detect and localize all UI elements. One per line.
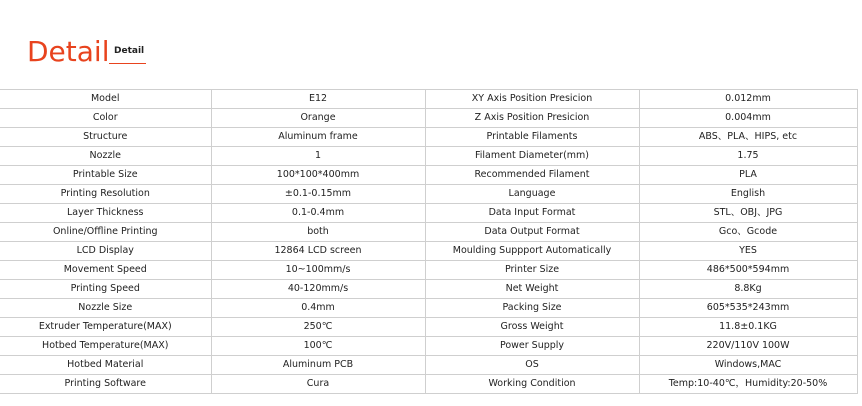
spec-value-cell: Temp:10-40℃，Humidity:20-50% bbox=[639, 375, 857, 394]
spec-value-cell: Aluminum frame bbox=[211, 128, 425, 147]
spec-label-cell: Printable Size bbox=[0, 166, 211, 185]
spec-label-cell: Movement Speed bbox=[0, 261, 211, 280]
spec-value-cell: both bbox=[211, 223, 425, 242]
spec-label-cell: Printing Software bbox=[0, 375, 211, 394]
spec-value-cell: 0.4mm bbox=[211, 299, 425, 318]
spec-label-cell: Nozzle Size bbox=[0, 299, 211, 318]
spec-value-cell: Windows,MAC bbox=[639, 356, 857, 375]
spec-value-cell: ABS、PLA、HIPS, etc bbox=[639, 128, 857, 147]
spec-label-cell: Nozzle bbox=[0, 147, 211, 166]
spec-label-cell: Data Output Format bbox=[425, 223, 639, 242]
table-row bbox=[0, 204, 857, 223]
spec-value-cell: 40-120mm/s bbox=[211, 280, 425, 299]
spec-value-cell: STL、OBJ、JPG bbox=[639, 204, 857, 223]
spec-label-cell: Extruder Temperature(MAX) bbox=[0, 318, 211, 337]
spec-value-cell: 100℃ bbox=[211, 337, 425, 356]
spec-label-cell: Model bbox=[0, 90, 211, 109]
table-row bbox=[0, 356, 857, 375]
spec-label-cell: Language bbox=[425, 185, 639, 204]
table-row bbox=[0, 128, 857, 147]
spec-label-cell: Gross Weight bbox=[425, 318, 639, 337]
table-row bbox=[0, 375, 857, 394]
table-row bbox=[0, 223, 857, 242]
table-row bbox=[0, 166, 857, 185]
table-row bbox=[0, 185, 857, 204]
spec-label-cell: XY Axis Position Presicion bbox=[425, 90, 639, 109]
spec-label-cell: Z Axis Position Presicion bbox=[425, 109, 639, 128]
title-underline bbox=[109, 63, 146, 64]
spec-value-cell: PLA bbox=[639, 166, 857, 185]
page-subtitle: Detail bbox=[114, 46, 145, 56]
table-row bbox=[0, 337, 857, 356]
spec-label-cell: Printable Filaments bbox=[425, 128, 639, 147]
spec-value-cell: 0.012mm bbox=[639, 90, 857, 109]
spec-label-cell: Color bbox=[0, 109, 211, 128]
spec-value-cell: ±0.1-0.15mm bbox=[211, 185, 425, 204]
spec-value-cell: 100*100*400mm bbox=[211, 166, 425, 185]
spec-value-cell: 12864 LCD screen bbox=[211, 242, 425, 261]
spec-label-cell: Data Input Format bbox=[425, 204, 639, 223]
spec-label-cell: Hotbed Temperature(MAX) bbox=[0, 337, 211, 356]
spec-label-cell: Power Supply bbox=[425, 337, 639, 356]
spec-value-cell: E12 bbox=[211, 90, 425, 109]
spec-value-cell: 486*500*594mm bbox=[639, 261, 857, 280]
spec-value-cell: 11.8±0.1KG bbox=[639, 318, 857, 337]
specs-table-body bbox=[0, 90, 857, 394]
spec-label-cell: OS bbox=[425, 356, 639, 375]
spec-label-cell: LCD Display bbox=[0, 242, 211, 261]
spec-label-cell: Hotbed Material bbox=[0, 356, 211, 375]
specs-table bbox=[0, 89, 858, 394]
table-row bbox=[0, 261, 857, 280]
spec-label-cell: Moulding Suppport Automatically bbox=[425, 242, 639, 261]
table-row bbox=[0, 242, 857, 261]
spec-value-cell: English bbox=[639, 185, 857, 204]
spec-label-cell: Recommended Filament bbox=[425, 166, 639, 185]
spec-label-cell: Packing Size bbox=[425, 299, 639, 318]
table-row bbox=[0, 318, 857, 337]
spec-value-cell: 1.75 bbox=[639, 147, 857, 166]
table-row bbox=[0, 90, 857, 109]
spec-label-cell: Filament Diameter(mm) bbox=[425, 147, 639, 166]
spec-label-cell: Printer Size bbox=[425, 261, 639, 280]
spec-value-cell: 1 bbox=[211, 147, 425, 166]
spec-label-cell: Working Condition bbox=[425, 375, 639, 394]
spec-value-cell: 10~100mm/s bbox=[211, 261, 425, 280]
table-row bbox=[0, 147, 857, 166]
spec-value-cell: Aluminum PCB bbox=[211, 356, 425, 375]
table-row bbox=[0, 280, 857, 299]
spec-value-cell: 250℃ bbox=[211, 318, 425, 337]
spec-value-cell: 0.1-0.4mm bbox=[211, 204, 425, 223]
table-row bbox=[0, 299, 857, 318]
spec-value-cell: Gco、Gcode bbox=[639, 223, 857, 242]
spec-label-cell: Structure bbox=[0, 128, 211, 147]
spec-label-cell: Online/Offline Printing bbox=[0, 223, 211, 242]
spec-value-cell: Cura bbox=[211, 375, 425, 394]
spec-label-cell: Printing Resolution bbox=[0, 185, 211, 204]
spec-label-cell: Printing Speed bbox=[0, 280, 211, 299]
spec-value-cell: Orange bbox=[211, 109, 425, 128]
spec-value-cell: 0.004mm bbox=[639, 109, 857, 128]
page-title: Detail bbox=[27, 35, 110, 68]
spec-value-cell: 8.8Kg bbox=[639, 280, 857, 299]
table-row bbox=[0, 109, 857, 128]
spec-value-cell: YES bbox=[639, 242, 857, 261]
spec-value-cell: 220V/110V 100W bbox=[639, 337, 857, 356]
spec-value-cell: 605*535*243mm bbox=[639, 299, 857, 318]
spec-label-cell: Layer Thickness bbox=[0, 204, 211, 223]
spec-label-cell: Net Weight bbox=[425, 280, 639, 299]
